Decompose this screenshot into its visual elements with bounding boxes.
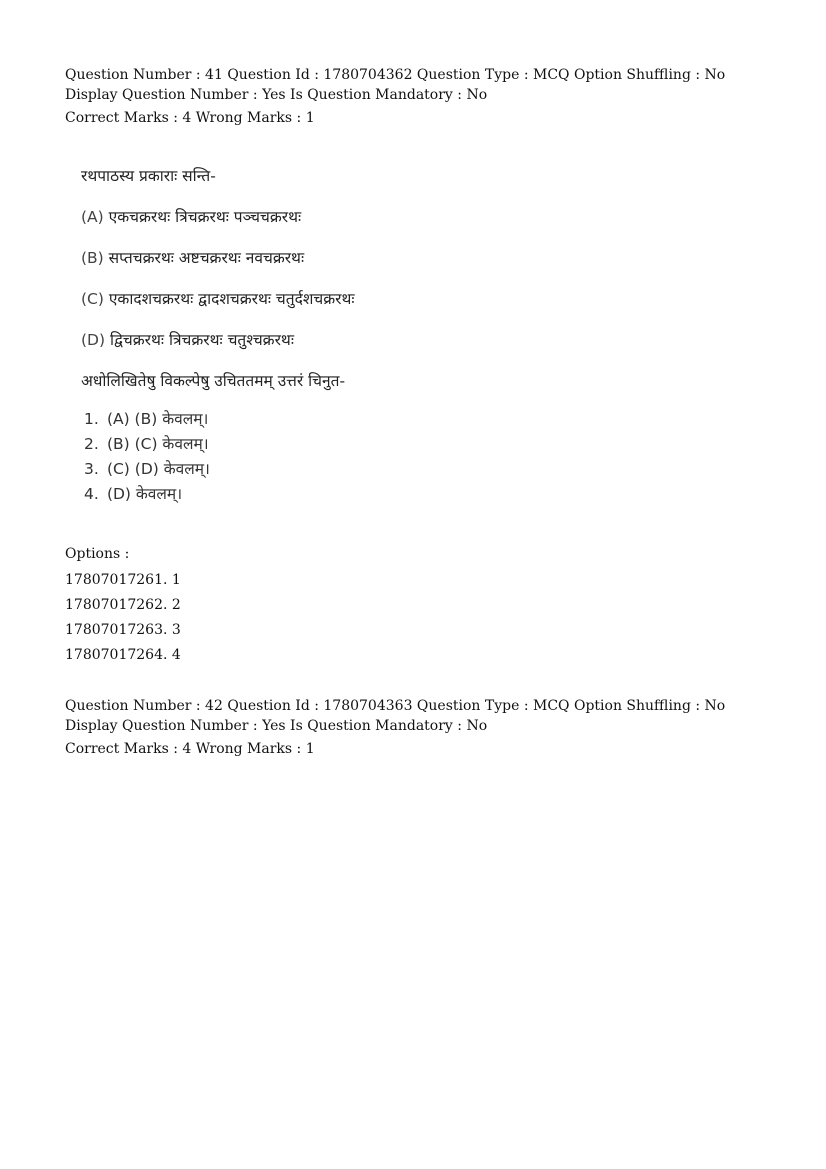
question-41-body: [81, 164, 355, 507]
question-stem: रथपाठस्य प्रकाराः सन्ति-: [81, 167, 216, 185]
statement-text: द्विचक्ररथः त्रिचक्ररथः चतुश्चक्ररथः: [109, 331, 294, 349]
options-heading: Options :: [65, 546, 130, 562]
question-instruction: अधोलिखितेषु विकल्पेषु उचिततमम् उत्तरं चिनुत-: [81, 372, 346, 390]
statement-text: एकचक्ररथः त्रिचक्ररथः पञ्चचक्ररथः: [108, 208, 302, 226]
statement-c: [81, 287, 355, 311]
answer-choice-1: [84, 407, 355, 432]
statement-text: सप्तचक्ररथः अष्टचक्ररथः नवचक्ररथः: [108, 249, 305, 267]
question-41-meta-line1: Question Number : 41 Question Id : 1780704362 Question Type : MCQ Option Shuffling : No: [65, 67, 726, 83]
option-id-1: 17807017261. 1: [65, 572, 181, 588]
question-41-marks: Correct Marks : 4 Wrong Marks : 1: [65, 110, 315, 126]
question-41-options: [65, 543, 181, 668]
statement-label: (B): [81, 249, 104, 267]
question-42-marks: Correct Marks : 4 Wrong Marks : 1: [65, 741, 315, 757]
statement-label: (C): [81, 290, 104, 308]
choice-text: (D) केवलम्।: [106, 485, 183, 503]
question-42-header: [65, 696, 725, 759]
statement-d: [81, 328, 355, 352]
option-id-3: 17807017263. 3: [65, 622, 181, 638]
choice-number: 4.: [84, 485, 99, 503]
option-id-4: 17807017264. 4: [65, 647, 181, 663]
choice-number: 1.: [84, 410, 99, 428]
question-41-header: [65, 65, 725, 128]
answer-choice-3: [84, 457, 355, 482]
answer-choices: [81, 407, 355, 507]
question-42-meta-line1: Question Number : 42 Question Id : 1780704363 Question Type : MCQ Option Shuffling : No: [65, 698, 726, 714]
choice-number: 3.: [84, 460, 99, 478]
question-42-meta-line2: Display Question Number : Yes Is Question Mandatory : No: [65, 718, 488, 734]
statement-label: (A): [81, 208, 104, 226]
answer-choice-2: [84, 432, 355, 457]
choice-text: (C) (D) केवलम्।: [106, 460, 210, 478]
choice-text: (A) (B) केवलम्।: [106, 410, 209, 428]
statement-text: एकादशचक्ररथः द्वादशचक्ररथः चतुर्दशचक्ररथः: [108, 290, 355, 308]
statement-a: [81, 205, 355, 229]
question-41-meta-line2: Display Question Number : Yes Is Question Mandatory : No: [65, 87, 488, 103]
answer-choice-4: [84, 482, 355, 507]
choice-number: 2.: [84, 435, 99, 453]
option-id-2: 17807017262. 2: [65, 597, 181, 613]
statement-b: [81, 246, 355, 270]
statement-label: (D): [81, 331, 106, 349]
choice-text: (B) (C) केवलम्।: [106, 435, 209, 453]
